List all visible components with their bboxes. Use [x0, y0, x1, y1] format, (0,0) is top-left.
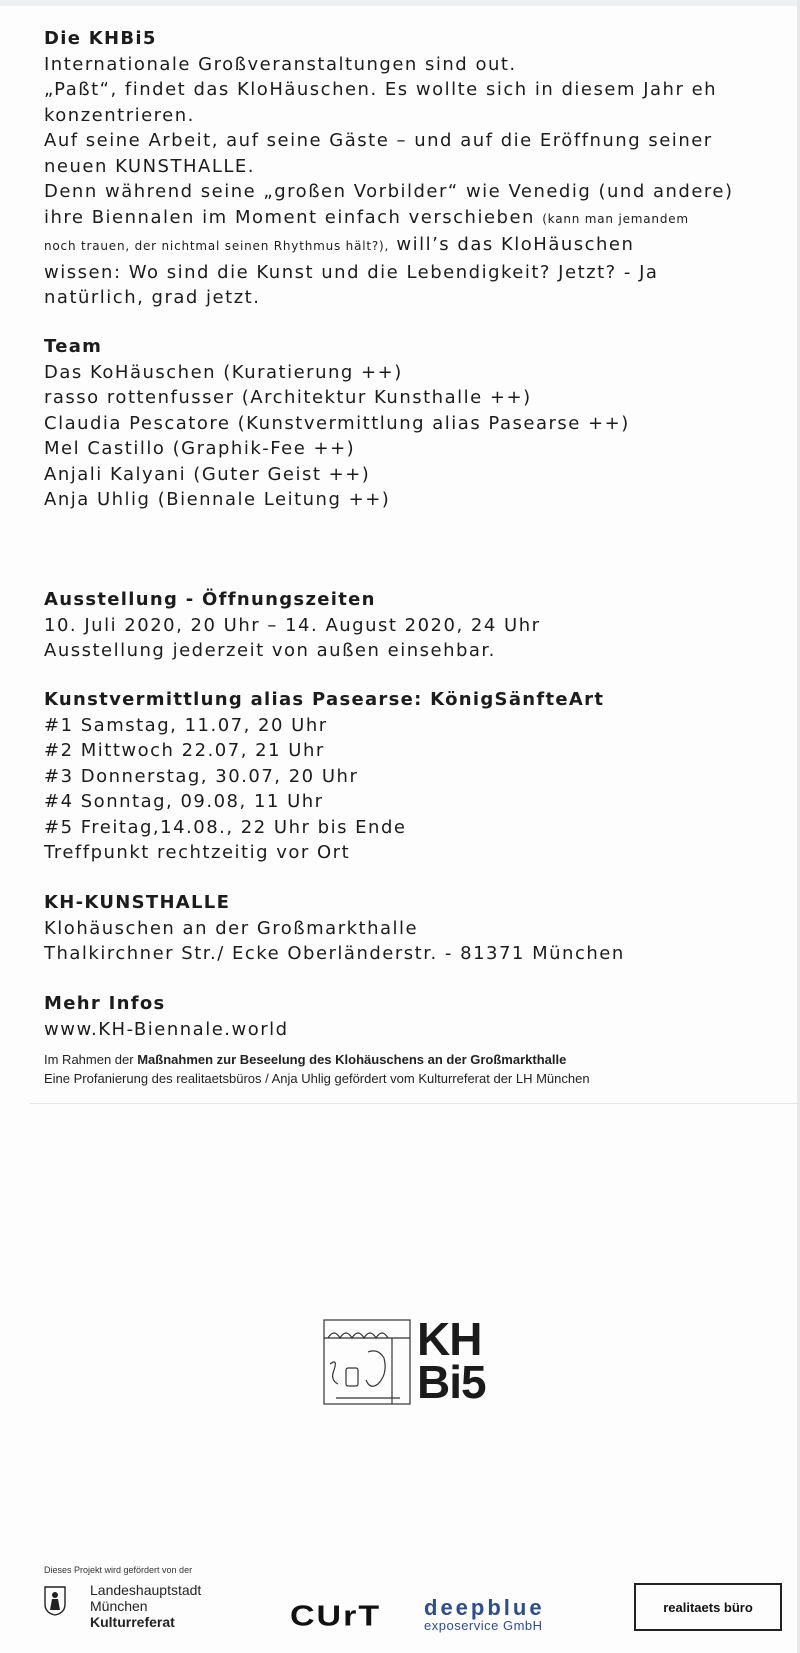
more-info-heading: Mehr Infos: [44, 993, 166, 1014]
fold-line: [30, 1103, 800, 1104]
intro-line: [44, 205, 734, 233]
footnote-line: [44, 1050, 590, 1069]
exhibition-section: [44, 587, 541, 664]
footnote-line: Eine Profanierung des realitaetsbüros / Anja Uhlig gefördert vom Kulturreferat der LH München: [44, 1071, 590, 1086]
mediation-date: #2 Mittwoch 22.07, 21 Uhr: [44, 740, 325, 761]
logo-wordmark: [417, 1313, 486, 1408]
team-member: Anja Uhlig (Biennale Leitung ++): [44, 489, 391, 510]
intro-heading: Die KHBi5: [44, 28, 157, 49]
intro-line: natürlich, grad jetzt.: [44, 287, 261, 308]
logo-bi5: Bi5: [417, 1356, 486, 1408]
mediation-date: #1 Samstag, 11.07, 20 Uhr: [44, 714, 328, 736]
klohaeuschen-outline-icon: [322, 1318, 412, 1406]
exhibition-dates: 10. Juli 2020, 20 Uhr – 14. August 2020, 24 Uhr: [44, 614, 541, 636]
mediation-heading: Kunstvermittlung alias Pasearse: KönigSänfteArt: [44, 689, 605, 710]
intro-section: [44, 26, 734, 311]
footnote-bold: Maßnahmen zur Beseelung des Klohäuschens an der Großmarkthalle: [137, 1052, 567, 1067]
intro-line: Denn während seine „großen Vorbilder“ wie Venedig (und andere): [44, 181, 734, 202]
logo-kh: KH: [417, 1313, 482, 1365]
mediation-date: #3 Donnerstag, 30.07, 20 Uhr: [44, 765, 359, 787]
intro-line: wissen: Wo sind die Kunst und die Lebendigkeit? Jetzt? - Ja: [44, 261, 659, 283]
venue-address: Thalkirchner Str./ Ecke Oberländerstr. - 81371 München: [44, 943, 625, 964]
more-info-section: [44, 991, 289, 1042]
team-member: Anjali Kalyani (Guter Geist ++): [44, 463, 371, 485]
venue-section: [44, 890, 625, 967]
venue-line: Klohäuschen an der Großmarkthalle: [44, 917, 419, 939]
intro-line: konzentrieren.: [44, 104, 195, 126]
mediation-meeting: Treffpunkt rechtzeitig vor Ort: [44, 842, 351, 863]
intro-line: „Paßt“, findet das KloHäuschen. Es wollte sich in diesem Jahr eh: [44, 79, 718, 100]
funding-footnote: [44, 1050, 590, 1088]
lhm-line: Landeshauptstadt: [90, 1582, 202, 1598]
mediation-date: #4 Sonntag, 09.08, 11 Uhr: [44, 791, 324, 812]
venue-heading: KH-KUNSTHALLE: [44, 892, 231, 913]
lhm-text: [90, 1582, 201, 1630]
munich-crest-icon: [44, 1586, 66, 1616]
curt-logo: CUrT: [290, 1600, 382, 1633]
deepblue-logo: [424, 1597, 545, 1632]
team-section: [44, 334, 630, 513]
mediation-date: #5 Freitag,14.08., 22 Uhr bis Ende: [44, 816, 407, 838]
paper-top-edge: [0, 0, 800, 6]
intro-line-main: ihre Biennalen im Moment einfach verschieben: [44, 206, 535, 228]
footnote-prefix: Im Rahmen der: [44, 1052, 134, 1067]
team-heading: Team: [44, 336, 103, 357]
exhibition-heading: Ausstellung - Öffnungszeiten: [44, 589, 376, 610]
sponsor-note: Dieses Projekt wird gefördert von der: [44, 1565, 193, 1575]
deepblue-name: deepblue: [424, 1595, 545, 1620]
exhibition-note: Ausstellung jederzeit von außen einsehbar.: [44, 640, 496, 661]
lhm-line: Kulturreferat: [90, 1614, 175, 1630]
intro-line: Internationale Großveranstaltungen sind out.: [44, 53, 517, 75]
intro-line: neuen KUNSTHALLE.: [44, 155, 255, 177]
intro-aside: noch trauen, der nichtmal seinen Rhythmus hält?),: [44, 239, 390, 253]
intro-line-main: will’s das KloHäuschen: [396, 234, 635, 255]
realitaetsbuero-logo: realitaets büro: [634, 1583, 782, 1631]
team-member: Das KoHäuschen (Kuratierung ++): [44, 361, 403, 383]
lhm-line: München: [90, 1598, 148, 1614]
team-member: Claudia Pescatore (Kunstvermittlung alias Pasearse ++): [44, 412, 630, 434]
khbi5-logo: [322, 1313, 504, 1408]
intro-aside: (kann man jemandem: [542, 211, 689, 226]
team-member: rasso rottenfusser (Architektur Kunsthalle ++): [44, 387, 532, 408]
mediation-section: [44, 687, 604, 866]
team-member: Mel Castillo (Graphik-Fee ++): [44, 438, 356, 459]
deepblue-sub: exposervice GmbH: [424, 1618, 543, 1633]
lhm-sponsor-logo: [44, 1582, 244, 1638]
website-link[interactable]: www.KH-Biennale.world: [44, 1018, 289, 1040]
intro-line: [44, 232, 734, 260]
intro-line: Auf seine Arbeit, auf seine Gäste – und auf die Eröffnung seiner: [44, 130, 713, 151]
